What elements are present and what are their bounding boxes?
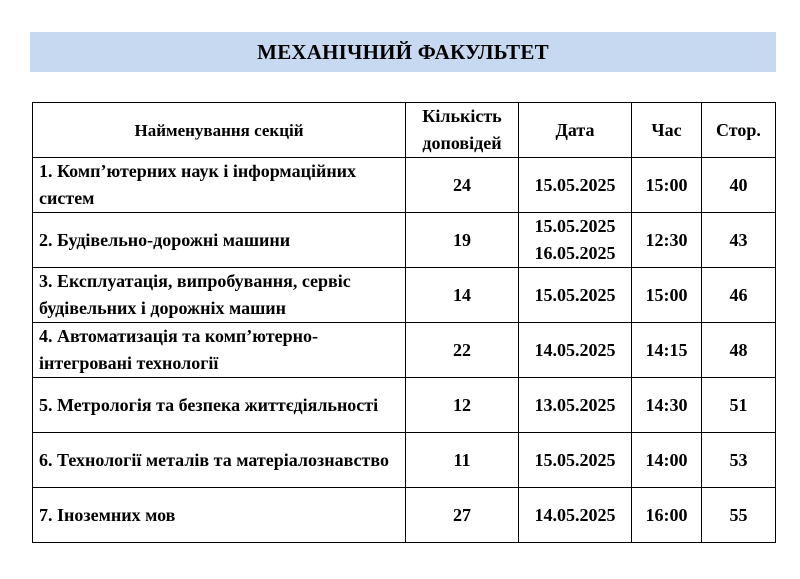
column-header-name: Найменування секцій xyxy=(33,103,406,158)
section-date xyxy=(519,433,632,488)
section-date xyxy=(519,213,632,268)
reports-count: 12 xyxy=(406,378,519,433)
section-date xyxy=(519,378,632,433)
table-row xyxy=(33,268,776,323)
section-name: 7. Іноземних мов xyxy=(33,488,406,543)
table-row xyxy=(33,323,776,378)
section-page: 48 xyxy=(702,323,776,378)
section-time: 15:00 xyxy=(632,158,702,213)
section-time: 12:30 xyxy=(632,213,702,268)
column-header-page: Стор. xyxy=(702,103,776,158)
section-page: 40 xyxy=(702,158,776,213)
page-title: МЕХАНІЧНИЙ ФАКУЛЬТЕТ xyxy=(257,39,549,64)
section-page: 53 xyxy=(702,433,776,488)
date-value: 15.05.2025 xyxy=(534,216,616,236)
section-name: 6. Технології металів та матеріалознавство xyxy=(33,433,406,488)
section-page: 51 xyxy=(702,378,776,433)
section-date xyxy=(519,268,632,323)
table-row xyxy=(33,378,776,433)
date-value: 15.05.2025 xyxy=(534,174,616,195)
section-name: 1. Комп’ютерних наук і інформаційних систем xyxy=(33,158,406,213)
section-time: 15:00 xyxy=(632,268,702,323)
column-header-time: Час xyxy=(632,103,702,158)
section-time: 14:15 xyxy=(632,323,702,378)
faculty-banner xyxy=(30,32,776,72)
reports-count: 11 xyxy=(406,433,519,488)
section-page: 46 xyxy=(702,268,776,323)
table-row xyxy=(33,488,776,543)
column-header-date: Дата xyxy=(519,103,632,158)
table-row xyxy=(33,158,776,213)
section-time: 14:00 xyxy=(632,433,702,488)
table-row xyxy=(33,433,776,488)
section-name: 2. Будівельно-дорожні машини xyxy=(33,213,406,268)
date-value: 15.05.2025 xyxy=(534,284,616,305)
date-value: 14.05.2025 xyxy=(534,504,616,525)
section-time: 14:30 xyxy=(632,378,702,433)
date-value: 15.05.2025 xyxy=(534,449,616,470)
reports-count: 14 xyxy=(406,268,519,323)
reports-count: 19 xyxy=(406,213,519,268)
section-name: 5. Метрологія та безпека життєдіяльності xyxy=(33,378,406,433)
table-row xyxy=(33,213,776,268)
column-header-reports: Кількість доповідей xyxy=(406,103,519,158)
reports-count: 22 xyxy=(406,323,519,378)
date-value: 13.05.2025 xyxy=(534,394,616,415)
section-time: 16:00 xyxy=(632,488,702,543)
section-name: 4. Автоматизація та комп’ютерно-інтегровані технології xyxy=(33,323,406,378)
date-value: 14.05.2025 xyxy=(534,339,616,360)
table-header-row xyxy=(33,103,776,158)
section-name: 3. Експлуатація, випробування, сервіс будівельних і дорожніх машин xyxy=(33,268,406,323)
section-date xyxy=(519,158,632,213)
section-date xyxy=(519,488,632,543)
reports-count: 24 xyxy=(406,158,519,213)
date-value-second: 16.05.2025 xyxy=(534,243,616,263)
section-page: 55 xyxy=(702,488,776,543)
section-page: 43 xyxy=(702,213,776,268)
section-date xyxy=(519,323,632,378)
sections-table xyxy=(32,102,776,543)
reports-count: 27 xyxy=(406,488,519,543)
